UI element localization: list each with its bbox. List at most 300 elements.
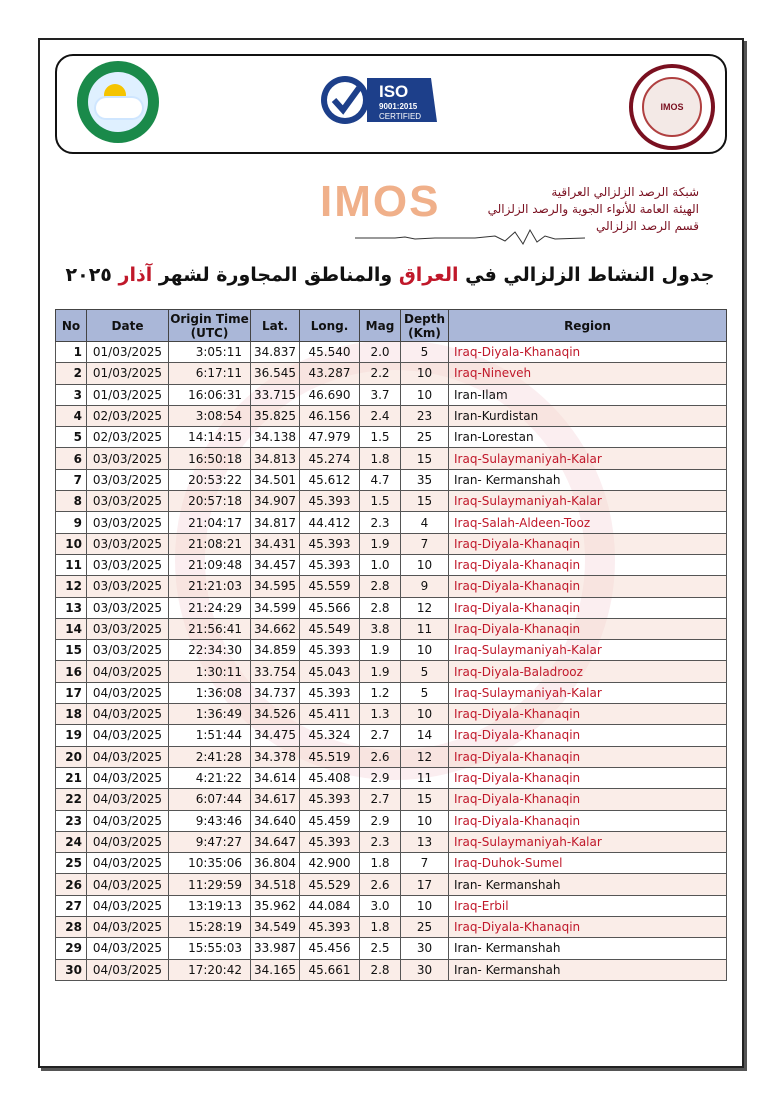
cell-depth: 11 — [401, 767, 449, 788]
cell-no: 19 — [56, 725, 87, 746]
cell-origin-time: 2:41:28 — [169, 746, 251, 767]
cell-origin-time: 15:28:19 — [169, 917, 251, 938]
agency-line: الهيئة العامة للأنواء الجوية والرصد الزلزالي — [487, 202, 699, 216]
cell-region: Iraq-Diyala-Khanaqin — [449, 342, 727, 363]
cell-lat: 34.813 — [251, 448, 300, 469]
cell-origin-time: 1:30:11 — [169, 661, 251, 682]
cell-depth: 4 — [401, 512, 449, 533]
table-row — [56, 469, 727, 490]
cell-no: 7 — [56, 469, 87, 490]
table-row — [56, 512, 727, 533]
cell-origin-time: 17:20:42 — [169, 959, 251, 980]
cell-long: 45.559 — [300, 576, 360, 597]
cell-date: 04/03/2025 — [87, 704, 169, 725]
cell-mag: 1.0 — [360, 554, 401, 575]
cell-region: Iran-Ilam — [449, 384, 727, 405]
cell-region: Iraq-Diyala-Khanaqin — [449, 917, 727, 938]
table-row — [56, 661, 727, 682]
logo-header — [55, 54, 727, 154]
table-row — [56, 831, 727, 852]
cell-date: 02/03/2025 — [87, 427, 169, 448]
table-row — [56, 554, 727, 575]
cell-long: 47.979 — [300, 427, 360, 448]
cell-lat: 34.165 — [251, 959, 300, 980]
cell-date: 02/03/2025 — [87, 405, 169, 426]
cell-mag: 2.6 — [360, 874, 401, 895]
cell-depth: 7 — [401, 533, 449, 554]
table-row — [56, 810, 727, 831]
cell-lat: 36.545 — [251, 363, 300, 384]
table-row — [56, 342, 727, 363]
cell-lat: 36.804 — [251, 853, 300, 874]
cell-depth: 11 — [401, 618, 449, 639]
cell-date: 03/03/2025 — [87, 469, 169, 490]
cell-lat: 34.647 — [251, 831, 300, 852]
cell-lat: 33.987 — [251, 938, 300, 959]
cell-mag: 1.9 — [360, 533, 401, 554]
imos-brand-title: IMOS — [320, 177, 441, 226]
cell-lat: 34.617 — [251, 789, 300, 810]
iso-label: ISO — [379, 82, 409, 101]
cell-depth: 12 — [401, 597, 449, 618]
cell-no: 23 — [56, 810, 87, 831]
cell-region: Iran- Kermanshah — [449, 959, 727, 980]
cell-origin-time: 6:07:44 — [169, 789, 251, 810]
table-row — [56, 767, 727, 788]
cell-region: Iraq-Diyala-Baladrooz — [449, 661, 727, 682]
cell-date: 01/03/2025 — [87, 384, 169, 405]
cell-no: 30 — [56, 959, 87, 980]
cell-date: 04/03/2025 — [87, 810, 169, 831]
agency-line: شبكة الرصد الزلزالي العراقية — [551, 185, 699, 199]
cell-origin-time: 21:21:03 — [169, 576, 251, 597]
cell-depth: 7 — [401, 853, 449, 874]
cell-no: 20 — [56, 746, 87, 767]
title-highlight-iraq: العراق — [398, 264, 459, 286]
table-row — [56, 959, 727, 980]
cell-date: 04/03/2025 — [87, 661, 169, 682]
cell-mag: 3.8 — [360, 618, 401, 639]
header-time-line: Origin Time — [170, 311, 249, 326]
cell-mag: 3.0 — [360, 895, 401, 916]
cell-long: 45.529 — [300, 874, 360, 895]
cell-long: 45.393 — [300, 682, 360, 703]
cell-long: 45.661 — [300, 959, 360, 980]
cell-depth: 5 — [401, 661, 449, 682]
cell-depth: 10 — [401, 895, 449, 916]
cell-no: 8 — [56, 491, 87, 512]
cell-date: 03/03/2025 — [87, 491, 169, 512]
cell-mag: 2.3 — [360, 512, 401, 533]
cell-no: 24 — [56, 831, 87, 852]
cell-depth: 15 — [401, 491, 449, 512]
cell-date: 01/03/2025 — [87, 363, 169, 384]
cell-long: 45.393 — [300, 491, 360, 512]
cell-region: Iran-Kurdistan — [449, 405, 727, 426]
cell-origin-time: 16:06:31 — [169, 384, 251, 405]
cell-region: Iraq-Sulaymaniyah-Kalar — [449, 831, 727, 852]
cell-no: 21 — [56, 767, 87, 788]
cell-region: Iraq-Sulaymaniyah-Kalar — [449, 448, 727, 469]
header-date: Date — [87, 310, 169, 342]
cell-mag: 1.8 — [360, 917, 401, 938]
cell-mag: 2.7 — [360, 789, 401, 810]
iso-standard: 9001:2015 — [379, 102, 418, 111]
cell-origin-time: 9:47:27 — [169, 831, 251, 852]
cell-depth: 10 — [401, 640, 449, 661]
table-body — [56, 342, 727, 981]
agency-line: قسم الرصد الزلزالي — [595, 219, 699, 233]
table-row — [56, 597, 727, 618]
cell-mag: 2.6 — [360, 746, 401, 767]
cell-depth: 12 — [401, 746, 449, 767]
cell-lat: 34.662 — [251, 618, 300, 639]
table-row — [56, 363, 727, 384]
table-row — [56, 917, 727, 938]
cell-region: Iraq-Erbil — [449, 895, 727, 916]
cell-region: Iraq-Sulaymaniyah-Kalar — [449, 682, 727, 703]
cell-date: 04/03/2025 — [87, 874, 169, 895]
cell-long: 45.393 — [300, 554, 360, 575]
cell-region: Iraq-Diyala-Khanaqin — [449, 597, 727, 618]
cell-lat: 34.817 — [251, 512, 300, 533]
table-row — [56, 704, 727, 725]
cell-origin-time: 3:05:11 — [169, 342, 251, 363]
cell-long: 45.411 — [300, 704, 360, 725]
title-year: ٢٠٢٥ — [65, 264, 119, 286]
cell-date: 04/03/2025 — [87, 746, 169, 767]
cell-lat: 34.457 — [251, 554, 300, 575]
cell-mag: 2.8 — [360, 576, 401, 597]
cell-no: 18 — [56, 704, 87, 725]
cell-no: 12 — [56, 576, 87, 597]
cell-lat: 34.907 — [251, 491, 300, 512]
cell-depth: 10 — [401, 554, 449, 575]
cell-mag: 2.8 — [360, 597, 401, 618]
table-row — [56, 789, 727, 810]
cell-long: 45.393 — [300, 831, 360, 852]
table-row — [56, 853, 727, 874]
cell-date: 04/03/2025 — [87, 831, 169, 852]
cell-no: 16 — [56, 661, 87, 682]
document-title — [60, 264, 720, 286]
table-row — [56, 618, 727, 639]
cell-mag: 2.2 — [360, 363, 401, 384]
imos-seal-logo — [629, 64, 715, 150]
cell-region: Iraq-Diyala-Khanaqin — [449, 533, 727, 554]
cell-origin-time: 20:57:18 — [169, 491, 251, 512]
cell-region: Iraq-Diyala-Khanaqin — [449, 810, 727, 831]
cell-long: 45.043 — [300, 661, 360, 682]
cell-mag: 4.7 — [360, 469, 401, 490]
cell-mag: 1.2 — [360, 682, 401, 703]
cell-region: Iraq-Diyala-Khanaqin — [449, 554, 727, 575]
cell-region: Iraq-Diyala-Khanaqin — [449, 725, 727, 746]
cell-no: 1 — [56, 342, 87, 363]
cell-depth: 25 — [401, 917, 449, 938]
cell-date: 03/03/2025 — [87, 512, 169, 533]
cell-date: 04/03/2025 — [87, 789, 169, 810]
cell-no: 4 — [56, 405, 87, 426]
cell-long: 45.459 — [300, 810, 360, 831]
earthquake-table — [55, 309, 727, 981]
cell-depth: 9 — [401, 576, 449, 597]
cell-lat: 34.526 — [251, 704, 300, 725]
cell-date: 04/03/2025 — [87, 917, 169, 938]
table-row — [56, 427, 727, 448]
iso-status: CERTIFIED — [379, 112, 422, 121]
cell-date: 04/03/2025 — [87, 767, 169, 788]
cell-lat: 34.859 — [251, 640, 300, 661]
cell-region: Iraq-Duhok-Sumel — [449, 853, 727, 874]
cell-mag: 1.8 — [360, 853, 401, 874]
header-lat: Lat. — [251, 310, 300, 342]
cell-long: 46.156 — [300, 405, 360, 426]
cell-date: 03/03/2025 — [87, 576, 169, 597]
cell-long: 45.274 — [300, 448, 360, 469]
cell-region: Iran- Kermanshah — [449, 938, 727, 959]
header-mag: Mag — [360, 310, 401, 342]
cell-region: Iraq-Diyala-Khanaqin — [449, 746, 727, 767]
cell-depth: 23 — [401, 405, 449, 426]
header-depth-unit: (Km) — [408, 325, 441, 340]
table-row — [56, 874, 727, 895]
header-time-unit: (UTC) — [190, 325, 229, 340]
cell-origin-time: 16:50:18 — [169, 448, 251, 469]
cell-lat: 34.518 — [251, 874, 300, 895]
cell-region: Iraq-Nineveh — [449, 363, 727, 384]
cell-origin-time: 6:17:11 — [169, 363, 251, 384]
cell-no: 13 — [56, 597, 87, 618]
cell-no: 15 — [56, 640, 87, 661]
cell-long: 45.566 — [300, 597, 360, 618]
cell-lat: 34.595 — [251, 576, 300, 597]
cell-mag: 2.8 — [360, 959, 401, 980]
cell-long: 42.900 — [300, 853, 360, 874]
cell-date: 04/03/2025 — [87, 682, 169, 703]
cell-depth: 10 — [401, 363, 449, 384]
cell-date: 04/03/2025 — [87, 959, 169, 980]
cell-region: Iran-Lorestan — [449, 427, 727, 448]
cell-depth: 30 — [401, 938, 449, 959]
cell-lat: 34.431 — [251, 533, 300, 554]
cell-origin-time: 15:55:03 — [169, 938, 251, 959]
cell-lat: 34.837 — [251, 342, 300, 363]
cell-date: 04/03/2025 — [87, 895, 169, 916]
cell-depth: 15 — [401, 789, 449, 810]
cell-mag: 2.3 — [360, 831, 401, 852]
cell-depth: 14 — [401, 725, 449, 746]
cell-lat: 35.825 — [251, 405, 300, 426]
cell-long: 44.412 — [300, 512, 360, 533]
cell-depth: 5 — [401, 342, 449, 363]
cell-region: Iran- Kermanshah — [449, 469, 727, 490]
cell-origin-time: 11:29:59 — [169, 874, 251, 895]
cell-origin-time: 20:53:22 — [169, 469, 251, 490]
cell-depth: 10 — [401, 810, 449, 831]
cell-region: Iraq-Diyala-Khanaqin — [449, 576, 727, 597]
cell-no: 22 — [56, 789, 87, 810]
cell-long: 45.324 — [300, 725, 360, 746]
table-row — [56, 938, 727, 959]
agency-names — [459, 184, 699, 235]
meteorology-authority-logo — [77, 61, 159, 143]
cell-long: 45.519 — [300, 746, 360, 767]
cell-long: 44.084 — [300, 895, 360, 916]
header-depth — [401, 310, 449, 342]
table-row — [56, 533, 727, 554]
header-no: No — [56, 310, 87, 342]
table-row — [56, 725, 727, 746]
cell-mag: 3.7 — [360, 384, 401, 405]
cell-lat: 34.501 — [251, 469, 300, 490]
cell-origin-time: 1:51:44 — [169, 725, 251, 746]
cell-lat: 33.715 — [251, 384, 300, 405]
cell-origin-time: 21:08:21 — [169, 533, 251, 554]
table-row — [56, 576, 727, 597]
cell-origin-time: 9:43:46 — [169, 810, 251, 831]
cell-depth: 30 — [401, 959, 449, 980]
cell-no: 29 — [56, 938, 87, 959]
cell-region: Iraq-Salah-Aldeen-Tooz — [449, 512, 727, 533]
cell-mag: 1.5 — [360, 427, 401, 448]
cell-lat: 35.962 — [251, 895, 300, 916]
cell-long: 43.287 — [300, 363, 360, 384]
cell-long: 45.540 — [300, 342, 360, 363]
cell-mag: 1.9 — [360, 661, 401, 682]
cell-origin-time: 14:14:15 — [169, 427, 251, 448]
cell-depth: 5 — [401, 682, 449, 703]
cell-no: 6 — [56, 448, 87, 469]
cell-lat: 34.378 — [251, 746, 300, 767]
cell-no: 25 — [56, 853, 87, 874]
cell-long: 45.393 — [300, 917, 360, 938]
cell-mag: 1.8 — [360, 448, 401, 469]
cell-mag: 2.5 — [360, 938, 401, 959]
table-row — [56, 491, 727, 512]
cell-region: Iraq-Diyala-Khanaqin — [449, 767, 727, 788]
cell-origin-time: 22:34:30 — [169, 640, 251, 661]
cell-no: 3 — [56, 384, 87, 405]
cell-depth: 13 — [401, 831, 449, 852]
cell-no: 17 — [56, 682, 87, 703]
cell-date: 03/03/2025 — [87, 448, 169, 469]
cell-date: 03/03/2025 — [87, 533, 169, 554]
cloud-icon — [96, 98, 142, 118]
cell-depth: 17 — [401, 874, 449, 895]
cell-lat: 34.614 — [251, 767, 300, 788]
cell-mag: 1.9 — [360, 640, 401, 661]
table-row — [56, 746, 727, 767]
cell-origin-time: 21:56:41 — [169, 618, 251, 639]
header-depth-line: Depth — [404, 311, 445, 326]
cell-mag: 2.7 — [360, 725, 401, 746]
cell-date: 03/03/2025 — [87, 597, 169, 618]
header-origin-time — [169, 310, 251, 342]
cell-long: 45.393 — [300, 640, 360, 661]
cell-region: Iraq-Sulaymaniyah-Kalar — [449, 491, 727, 512]
cell-origin-time: 3:08:54 — [169, 405, 251, 426]
cell-no: 27 — [56, 895, 87, 916]
title-part: جدول النشاط الزلزالي في — [458, 264, 715, 286]
cell-lat: 34.640 — [251, 810, 300, 831]
cell-region: Iraq-Diyala-Khanaqin — [449, 704, 727, 725]
cell-origin-time: 10:35:06 — [169, 853, 251, 874]
table-row — [56, 682, 727, 703]
iso-certified-badge — [319, 70, 439, 130]
cell-long: 45.549 — [300, 618, 360, 639]
cell-lat: 34.737 — [251, 682, 300, 703]
cell-date: 04/03/2025 — [87, 853, 169, 874]
cell-long: 45.456 — [300, 938, 360, 959]
table-header-row — [56, 310, 727, 342]
cell-long: 46.690 — [300, 384, 360, 405]
header-region: Region — [449, 310, 727, 342]
cell-mag: 2.9 — [360, 810, 401, 831]
cell-date: 03/03/2025 — [87, 618, 169, 639]
cell-depth: 15 — [401, 448, 449, 469]
cell-region: Iran- Kermanshah — [449, 874, 727, 895]
cell-no: 28 — [56, 917, 87, 938]
table-row — [56, 384, 727, 405]
cell-mag: 2.4 — [360, 405, 401, 426]
cell-lat: 33.754 — [251, 661, 300, 682]
table-row — [56, 895, 727, 916]
cell-depth: 35 — [401, 469, 449, 490]
cell-region: Iraq-Diyala-Khanaqin — [449, 618, 727, 639]
cell-lat: 34.549 — [251, 917, 300, 938]
cell-region: Iraq-Diyala-Khanaqin — [449, 789, 727, 810]
cell-date: 03/03/2025 — [87, 640, 169, 661]
cell-origin-time: 4:21:22 — [169, 767, 251, 788]
cell-origin-time: 21:09:48 — [169, 554, 251, 575]
cell-origin-time: 1:36:49 — [169, 704, 251, 725]
cell-date: 04/03/2025 — [87, 725, 169, 746]
cell-origin-time: 1:36:08 — [169, 682, 251, 703]
cell-lat: 34.475 — [251, 725, 300, 746]
cell-date: 04/03/2025 — [87, 938, 169, 959]
cell-long: 45.408 — [300, 767, 360, 788]
cell-no: 14 — [56, 618, 87, 639]
imos-seal-text: IMOS — [642, 77, 702, 137]
cell-depth: 10 — [401, 704, 449, 725]
title-highlight-month: آذار — [118, 264, 153, 286]
cell-lat: 34.138 — [251, 427, 300, 448]
header-long: Long. — [300, 310, 360, 342]
title-part: والمناطق المجاورة لشهر — [152, 264, 399, 286]
cell-origin-time: 21:24:29 — [169, 597, 251, 618]
cell-depth: 10 — [401, 384, 449, 405]
cell-mag: 1.3 — [360, 704, 401, 725]
cell-no: 2 — [56, 363, 87, 384]
cell-lat: 34.599 — [251, 597, 300, 618]
cell-mag: 2.9 — [360, 767, 401, 788]
cell-mag: 2.0 — [360, 342, 401, 363]
table-row — [56, 405, 727, 426]
cell-no: 10 — [56, 533, 87, 554]
cell-no: 26 — [56, 874, 87, 895]
cell-date: 03/03/2025 — [87, 554, 169, 575]
cell-origin-time: 13:19:13 — [169, 895, 251, 916]
table-row — [56, 448, 727, 469]
cell-long: 45.393 — [300, 789, 360, 810]
cell-depth: 25 — [401, 427, 449, 448]
cell-no: 11 — [56, 554, 87, 575]
cell-no: 9 — [56, 512, 87, 533]
cell-no: 5 — [56, 427, 87, 448]
cell-date: 01/03/2025 — [87, 342, 169, 363]
cell-long: 45.612 — [300, 469, 360, 490]
